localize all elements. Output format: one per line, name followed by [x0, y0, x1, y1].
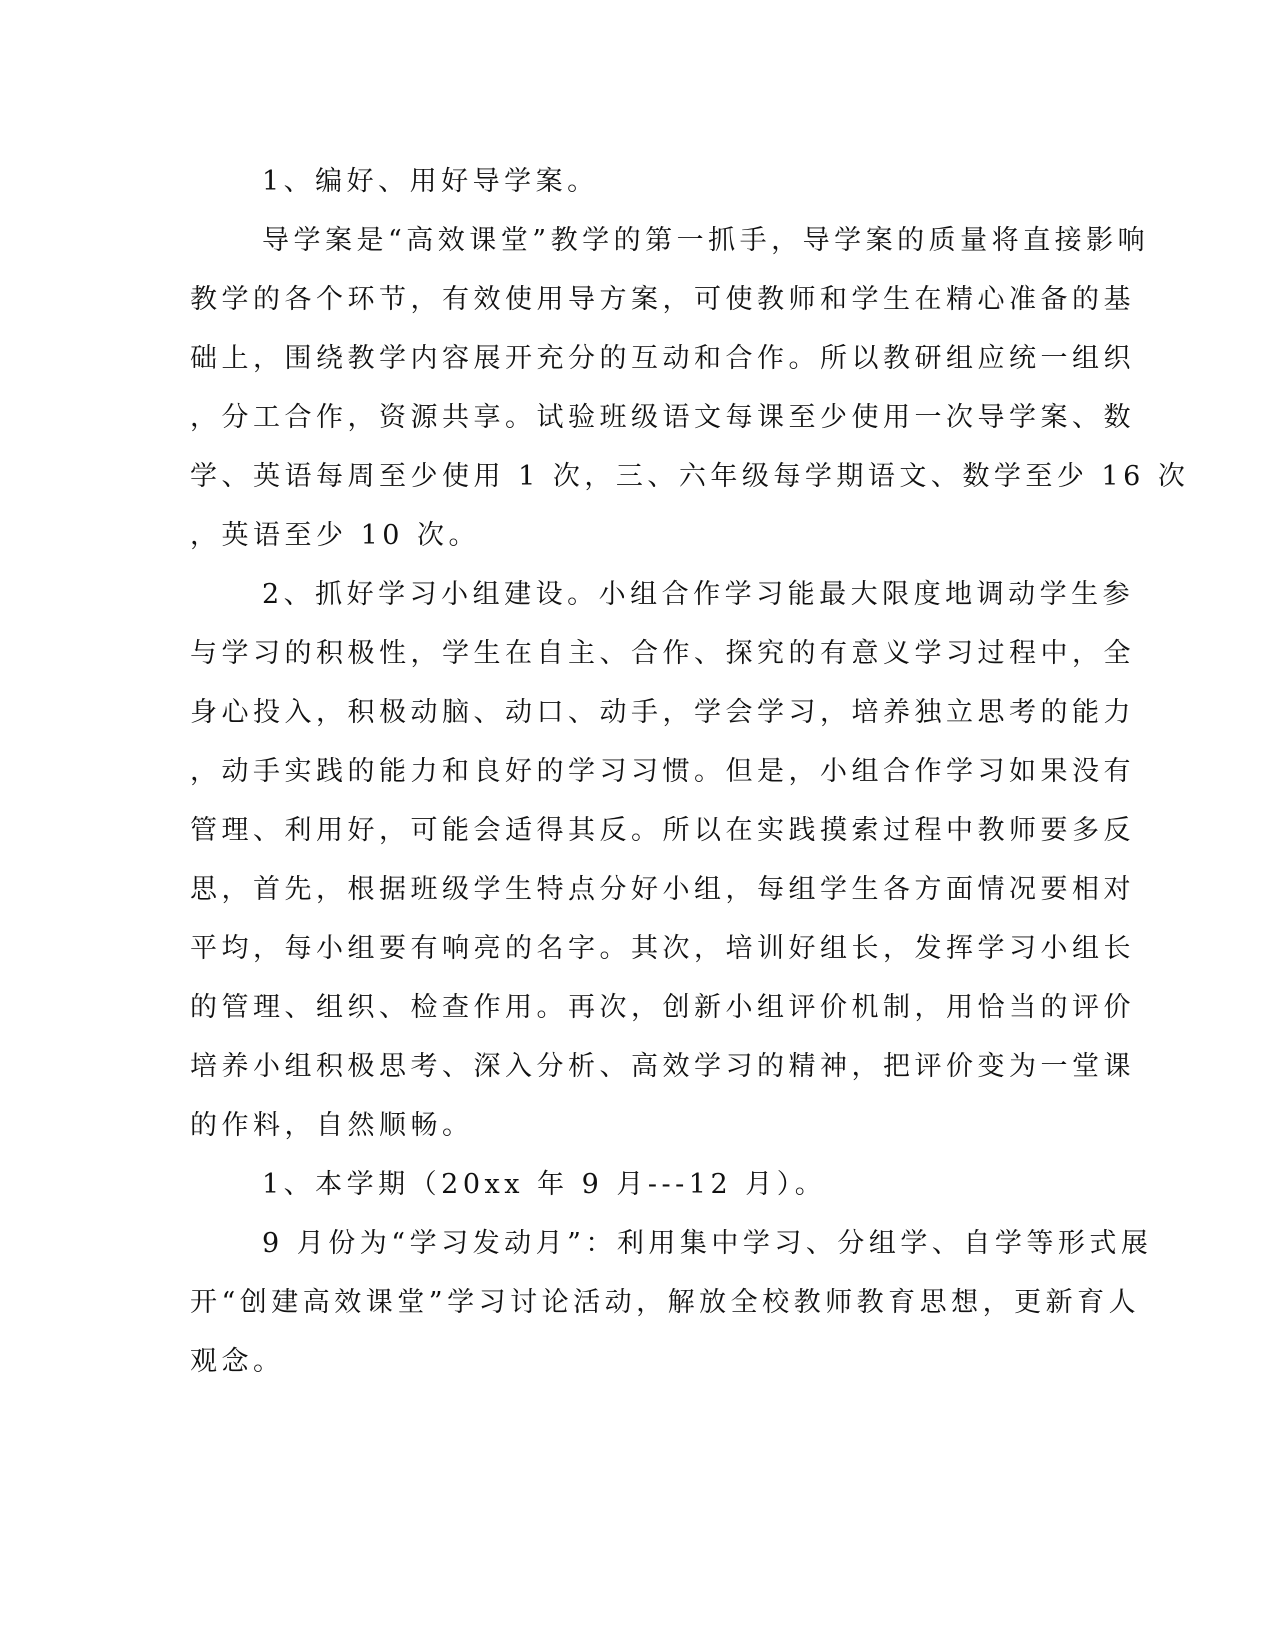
text-line: 身心投入，积极动脑、动口、动手，学会学习，培养独立思考的能力	[190, 697, 1135, 728]
text-line: 平均，每小组要有响亮的名字。其次，培训好组长，发挥学习小组长	[190, 933, 1135, 964]
text-line: 学、英语每周至少使用 1 次，三、六年级每学期语文、数学至少 16 次	[190, 461, 1190, 492]
text-line: 的作料，自然顺畅。	[190, 1110, 474, 1141]
text-line: ，英语至少 10 次。	[190, 520, 481, 551]
text-line: 管理、利用好，可能会适得其反。所以在实践摸索过程中教师要多反	[190, 815, 1135, 846]
text-line: 的管理、组织、检查作用。再次，创新小组评价机制，用恰当的评价	[190, 992, 1135, 1023]
text-line: 与学习的积极性，学生在自主、合作、探究的有意义学习过程中，全	[190, 638, 1135, 669]
text-line: 观念。	[190, 1346, 285, 1377]
text-line: 1、编好、用好导学案。	[262, 166, 599, 197]
text-line: 培养小组积极思考、深入分析、高效学习的精神，把评价变为一堂课	[190, 1051, 1135, 1082]
text-line: 2、抓好学习小组建设。小组合作学习能最大限度地调动学生参	[262, 579, 1135, 610]
text-line: 1、本学期（20xx 年 9 月---12 月）。	[262, 1169, 827, 1200]
text-line: 础上，围绕教学内容展开充分的互动和合作。所以教研组应统一组织	[190, 343, 1135, 374]
text-line: 开“创建高效课堂”学习讨论活动，解放全校教师教育思想，更新育人	[190, 1287, 1141, 1318]
text-line: ，动手实践的能力和良好的学习习惯。但是，小组合作学习如果没有	[190, 756, 1135, 787]
text-line: 思，首先，根据班级学生特点分好小组，每组学生各方面情况要相对	[190, 874, 1135, 905]
text-line: 导学案是“高效课堂”教学的第一抓手，导学案的质量将直接影响	[262, 225, 1150, 256]
text-line: ，分工合作，资源共享。试验班级语文每课至少使用一次导学案、数	[190, 402, 1135, 433]
text-line: 教学的各个环节，有效使用导方案，可使教师和学生在精心准备的基	[190, 284, 1135, 315]
text-line: 9 月份为“学习发动月”：利用集中学习、分组学、自学等形式展	[262, 1228, 1153, 1259]
